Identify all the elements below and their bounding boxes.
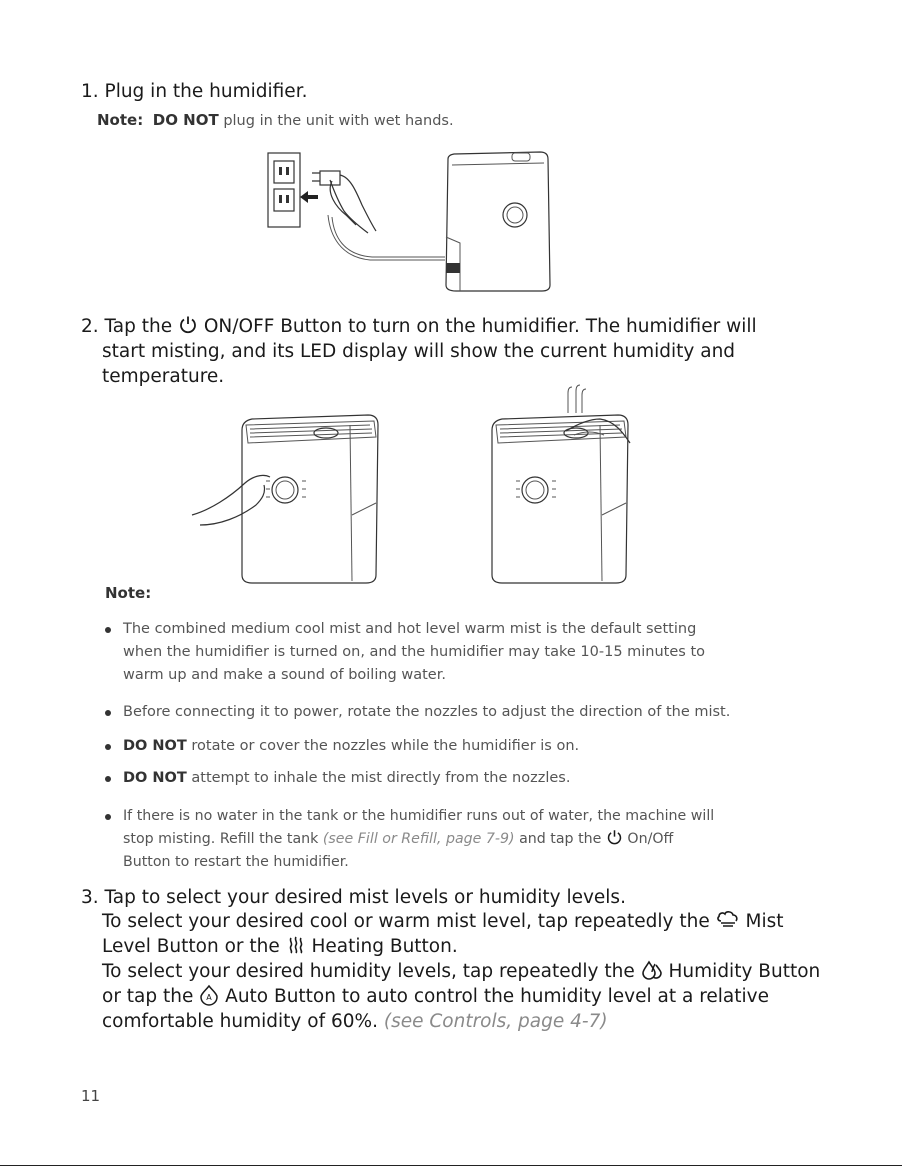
bullet-dot [105, 776, 111, 782]
bullet-2-text: Before connecting it to power, rotate the nozzles to adjust the direction of the mist. [123, 704, 731, 720]
bullet-4 [123, 767, 570, 790]
step3-line6-a: comfortable humidity of 60%. [102, 1011, 384, 1032]
bullet-5-line1: If there is no water in the tank or the humidifier runs out of water, the machine will [123, 808, 715, 824]
note-label: Note: [97, 111, 144, 129]
note-text: plug in the unit with wet hands. [218, 113, 454, 129]
mist-level-icon [716, 910, 740, 930]
step3-line4-a: To select your desired humidity levels, tap repeatedly the [102, 961, 635, 982]
bullet-dot [105, 744, 111, 750]
step2-line1 [81, 314, 757, 340]
heating-icon [286, 935, 306, 955]
bullet-5-line2-c: On/Off [627, 831, 674, 847]
bullet-3 [123, 735, 579, 758]
step3-title: 3. Tap to select your desired mist levels or humidity levels. [81, 887, 626, 908]
wall-outlet [268, 153, 300, 227]
bullet-5-line2-a: stop misting. Refill the tank [123, 831, 323, 847]
bullet-3-text: rotate or cover the nozzles while the humidifier is on. [186, 738, 580, 754]
bullet-4-bold: DO NOT [123, 770, 187, 786]
step2-line1-rest: ON/OFF Button to turn on the humidifier. The humidifier will [203, 316, 757, 337]
step3-line4-b: Humidity Button [668, 961, 821, 982]
step3-line5-b: Auto Button to auto control the humidity level at a relative [225, 986, 769, 1007]
bullet-1-line2: when the humidifier is turned on, and the humidifier may take 10-15 minutes to [123, 644, 706, 660]
step3-line2 [102, 909, 784, 935]
svg-text:A: A [206, 993, 213, 1002]
bullet-4-text: attempt to inhale the mist directly from the nozzles. [186, 770, 571, 786]
bullet-dot [105, 710, 111, 716]
bullet-1-line3: warm up and make a sound of boiling water. [123, 667, 446, 683]
step3-line5 [102, 984, 769, 1010]
step2-prefix: 2. Tap the [81, 316, 173, 337]
step3-line2-a: To select your desired cool or warm mist level, tap repeatedly the [102, 911, 710, 932]
power-icon [178, 315, 198, 335]
bullet-5-line2-b: and tap the [514, 831, 602, 847]
step3-line3-b: Heating Button. [311, 936, 458, 957]
bullet-5 [123, 805, 714, 874]
page-number: 11 [81, 1087, 101, 1105]
step2-note-label: Note: [105, 584, 152, 602]
controls-reference: (see Controls, page 4-7) [383, 1011, 608, 1032]
step3-line6 [102, 1009, 608, 1035]
humidifier-body [446, 152, 550, 291]
fill-refill-reference: (see Fill or Refill, page 7-9) [322, 831, 515, 847]
step3-line5-a: or tap the [102, 986, 194, 1007]
humidifier-front-press [192, 415, 378, 583]
bullet-3-bold: DO NOT [123, 738, 187, 754]
power-on-illustration [190, 385, 650, 590]
step3-line2-b: Mist [745, 911, 784, 932]
bullet-2 [123, 701, 730, 724]
bullet-5-line3: Button to restart the humidifier. [123, 854, 349, 870]
step3-line3 [102, 934, 458, 960]
bullet-1 [123, 618, 705, 687]
power-icon [606, 829, 623, 846]
step3-line3-a: Level Button or the [102, 936, 280, 957]
bullet-1-line1: The combined medium cool mist and hot level warm mist is the default setting [123, 621, 697, 637]
bullet-dot [105, 814, 111, 820]
step2-line3: temperature. [102, 366, 225, 387]
bullet-5-line2 [123, 828, 714, 851]
humidifier-top-press [492, 385, 630, 583]
page-bottom-rule [0, 1165, 902, 1166]
note-do-not: DO NOT [152, 111, 219, 129]
bullet-dot [105, 627, 111, 633]
humidity-icon [641, 960, 663, 980]
step2-line2: start misting, and its LED display will show the current humidity and [102, 341, 736, 362]
plug-in-illustration [260, 145, 560, 300]
step1-note [97, 111, 454, 129]
auto-icon [199, 985, 219, 1005]
step3-line4 [102, 959, 820, 985]
step1-title: 1. Plug in the humidifier. [81, 81, 308, 102]
